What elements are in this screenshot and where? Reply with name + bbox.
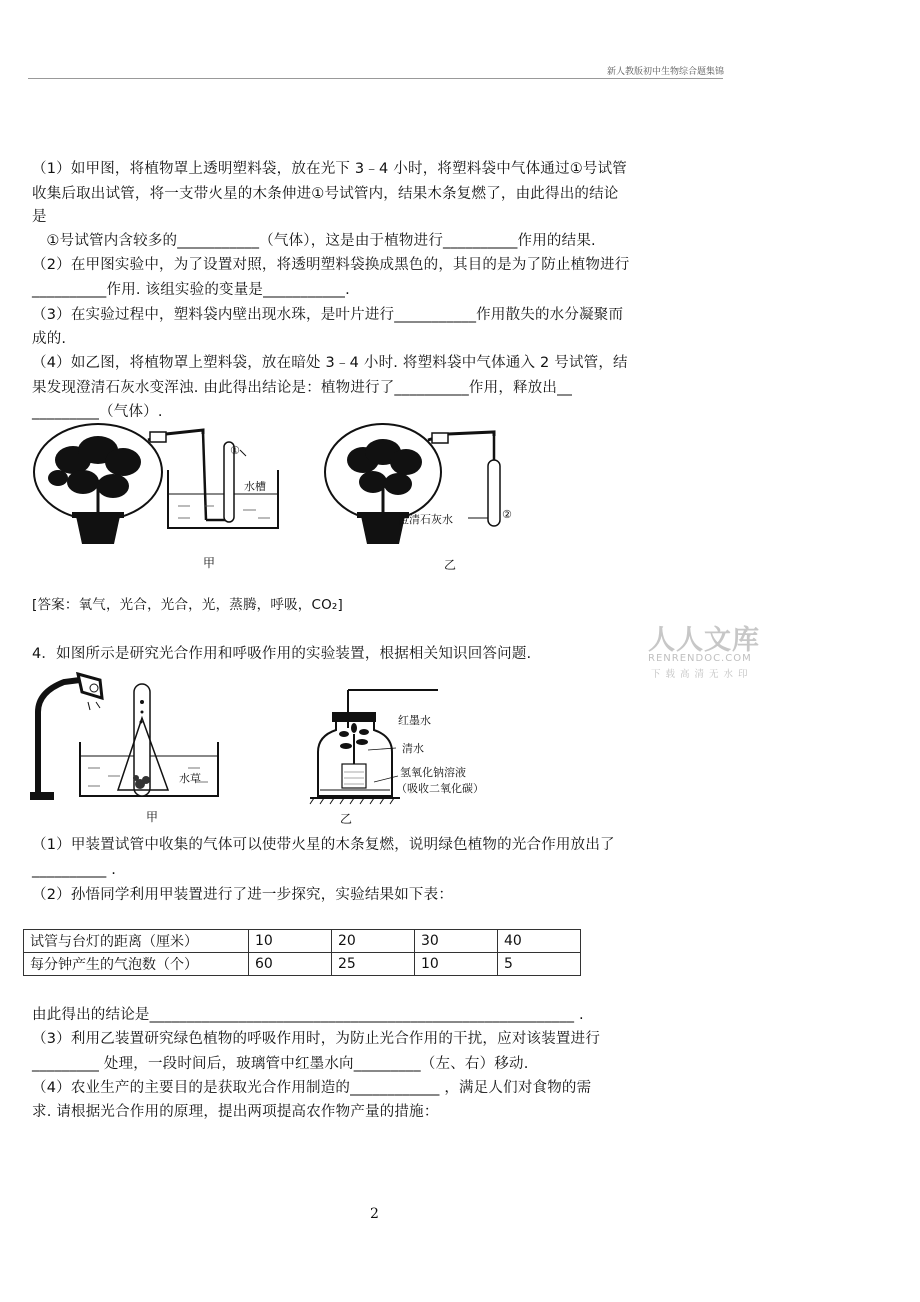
watermark-domain: RENRENDOC.COM <box>648 653 752 664</box>
q3-figure-label-yi: 乙 <box>444 558 457 572</box>
q3-figure-label-jia: 甲 <box>203 556 216 570</box>
watermark-slogan: 下载高清无水印 <box>651 669 753 680</box>
q4-sub2: （2）孙悟同学利用甲装置进行了进一步探究，实验结果如下表： <box>32 887 454 903</box>
table-cell: 10 <box>249 930 332 953</box>
q4-sub1-line-2: __________ . <box>32 862 117 878</box>
q4-sub4-line-2: 求. 请根据光合作用的原理，提出两项提高农作物产量的措施： <box>32 1104 439 1120</box>
q3-figure <box>28 420 538 580</box>
table-cell: 40 <box>498 930 581 953</box>
q3-line-2: 收集后取出试管，将一支带火星的木条伸进①号试管内，结果木条复燃了，由此得出的结论 <box>32 186 619 202</box>
page-number: 2 <box>370 1206 379 1222</box>
water-tank-label: 水槽 <box>244 480 266 493</box>
table-cell: 5 <box>498 953 581 976</box>
q4-sub1-line-1: （1）甲装置试管中收集的气体可以使带火星的木条复燃，说明绿色植物的光合作用放出了 <box>32 837 615 853</box>
table-row <box>24 930 581 953</box>
q4-conclusion: 由此得出的结论是_________________________________________________________ . <box>32 1007 584 1023</box>
tube-2-label: ② <box>502 508 512 521</box>
q4-sub3-line-2: _________ 处理，一段时间后，玻璃管中红墨水向_________（左、右）移动. <box>32 1056 529 1072</box>
q4-figure-label-jia: 甲 <box>146 810 159 824</box>
table-cell: 每分钟产生的气泡数（个） <box>24 953 249 976</box>
q3-line-5: （2）在甲图实验中，为了设置对照，将透明塑料袋换成黑色的，其目的是为了防止植物进行 <box>32 257 630 273</box>
table-cell: 10 <box>415 953 498 976</box>
naoh-note-label: （吸收二氧化碳） <box>396 782 484 795</box>
table-cell: 60 <box>249 953 332 976</box>
table-cell: 30 <box>415 930 498 953</box>
clear-water-label: 清水 <box>402 742 424 755</box>
q4-sub3-line-1: （3）利用乙装置研究绿色植物的呼吸作用时，为防止光合作用的干扰，应对该装置进行 <box>32 1031 601 1047</box>
limewater-label: 澄清石灰水 <box>398 513 453 526</box>
q3-line-7: （3）在实验过程中，塑料袋内壁出现水珠，是叶片进行___________作用散失的水分凝聚而 <box>32 307 624 323</box>
watermark-title: 人人文库 <box>648 625 760 656</box>
naoh-label: 氢氧化钠溶液 <box>400 766 466 779</box>
header-title: 新人教版初中生物综合题集锦 <box>606 67 724 77</box>
q4-sub4-line-1: （4）农业生产的主要目的是获取光合作用制造的____________ ，满足人们对食物的需 <box>32 1080 592 1096</box>
q3-figure-jia <box>34 424 278 544</box>
q3-line-3: 是 <box>32 209 47 225</box>
waterweed-label: 水草 <box>179 772 201 785</box>
q3-line-4: ①号试管内含较多的___________（气体），这是由于植物进行__________作用的结果. <box>32 233 596 249</box>
table-cell: 试管与台灯的距离（厘米） <box>24 930 249 953</box>
q4-figure-label-yi: 乙 <box>340 812 353 826</box>
q3-line-1: （1）如甲图，将植物罩上透明塑料袋，放在光下 3﹣4 小时，将塑料袋中气体通过①号试管 <box>32 161 627 177</box>
table-cell: 25 <box>332 953 415 976</box>
header-divider <box>28 78 723 79</box>
q3-line-8: 成的. <box>32 331 67 347</box>
q3-line-6: __________作用. 该组实验的变量是___________. <box>32 282 350 298</box>
data-table <box>23 929 581 976</box>
q3-line-9: （4）如乙图，将植物罩上塑料袋，放在暗处 3﹣4 小时. 将塑料袋中气体通入 2 号试管，结 <box>32 355 628 371</box>
q3-answer: [答案：氧气，光合，光合，光，蒸腾，呼吸，CO₂] <box>32 597 343 613</box>
red-ink-label: 红墨水 <box>398 714 431 727</box>
q3-line-11: _________（气体）. <box>32 404 163 420</box>
q4-intro: 4．如图所示是研究光合作用和呼吸作用的实验装置，根据相关知识回答问题. <box>32 646 532 662</box>
table-cell: 20 <box>332 930 415 953</box>
tube-1-label: ① <box>230 444 240 457</box>
table-row <box>24 953 581 976</box>
q3-line-10: 果发现澄清石灰水变浑浊. 由此得出结论是：植物进行了__________作用，释放出__ <box>32 380 573 396</box>
